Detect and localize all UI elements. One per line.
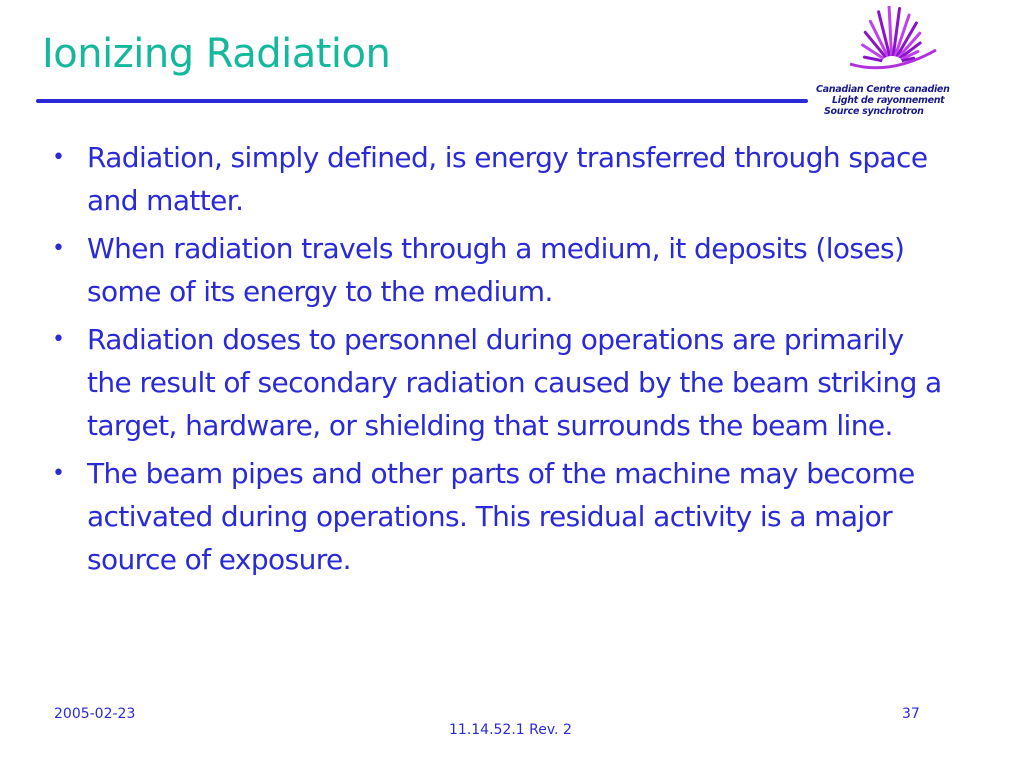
- logo-text: [816, 84, 966, 117]
- bullet-item: [52, 452, 952, 581]
- footer-date: 2005-02-23: [54, 706, 136, 722]
- bullet-marker: •: [52, 145, 65, 170]
- bullet-text: When radiation travels through a medium, it deposits (loses) some of its energy to the medium.: [87, 232, 905, 308]
- bullet-marker: •: [52, 461, 65, 486]
- starburst-logo-icon: [840, 6, 940, 82]
- logo-line-2: Light de rayonnement: [832, 95, 945, 106]
- bullet-item: [52, 136, 952, 222]
- bullet-item: [52, 318, 952, 447]
- bullet-marker: •: [52, 236, 65, 261]
- title-underline: [36, 99, 808, 103]
- bullet-list: [52, 136, 952, 586]
- bullet-marker: •: [52, 327, 65, 352]
- bullet-text: The beam pipes and other parts of the machine may become activated during operations. This residual activity is a major source of exposure.: [87, 457, 915, 576]
- logo-line-3: Source synchrotron: [824, 106, 924, 117]
- bullet-text: Radiation doses to personnel during operations are primarily the result of secondary radiation caused by the beam striking a target, hardware, or shielding that surrounds the beam line.: [87, 323, 942, 442]
- bullet-item: [52, 227, 952, 313]
- footer-doc-number: 11.14.52.1 Rev. 2: [449, 722, 572, 738]
- logo-line-1: Canadian Centre canadien: [816, 84, 950, 95]
- cls-logo: [812, 6, 962, 118]
- slide-title: Ionizing Radiation: [42, 31, 391, 77]
- bullet-text: Radiation, simply defined, is energy transferred through space and matter.: [87, 141, 928, 217]
- footer-page-number: 37: [902, 706, 920, 722]
